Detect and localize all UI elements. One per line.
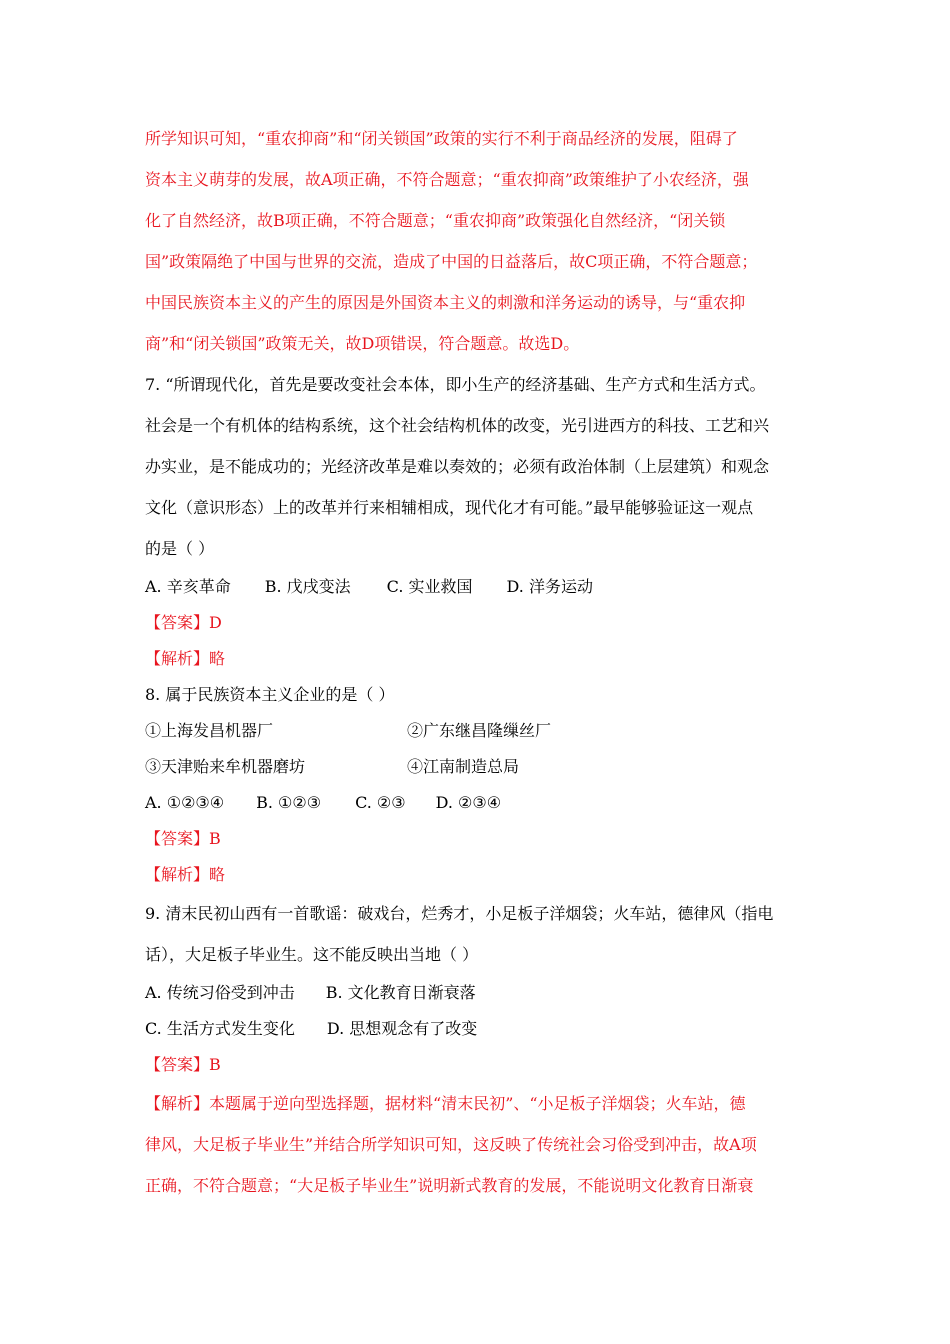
- answer-value: B: [209, 829, 221, 848]
- q7-option-d: D. 洋务运动: [506, 577, 593, 596]
- q9-option-d: D. 思想观念有了改变: [326, 1019, 478, 1038]
- q8-option-d: D. ②③④: [435, 793, 502, 812]
- answer-value: D: [209, 613, 222, 632]
- q7-analysis: [145, 641, 810, 677]
- prev-analysis-line: 化了自然经济，故B项正确，不符合题意；“重农抑商”政策强化自然经济，“闭关锁: [145, 211, 726, 230]
- q7-answer: [145, 605, 810, 641]
- analysis-value: 略: [209, 865, 226, 884]
- q8-option-c: C. ②③: [355, 793, 406, 812]
- prev-analysis-line: 所学知识可知，“重农抑商”和“闭关锁国”政策的实行不利于商品经济的发展，阻碍了: [145, 129, 738, 148]
- q7-option-c: C. 实业救国: [386, 577, 473, 596]
- q7-option-b: B. 戊戌变法: [264, 577, 351, 596]
- q7-stem-line: 社会是一个有机体的结构系统，这个社会结构机体的改变，光引进西方的科技、工艺和兴: [145, 416, 770, 435]
- question-7: [145, 364, 810, 677]
- q8-item-1: ①上海发昌机器厂: [145, 721, 274, 740]
- analysis-value: 略: [209, 649, 226, 668]
- analysis-label: 【解析】: [145, 1094, 210, 1113]
- q8-items-row: [145, 713, 810, 749]
- question-8: [145, 677, 810, 893]
- q8-option-a: A. ①②③④: [145, 793, 225, 812]
- answer-label: 【答案】: [145, 613, 210, 632]
- q8-item-3: ③天津贻来牟机器磨坊: [145, 757, 306, 776]
- analysis-label: 【解析】: [145, 649, 210, 668]
- q8-answer: [145, 821, 810, 857]
- q8-stem: 8. 属于民族资本主义企业的是（ ）: [145, 685, 395, 704]
- q9-options-row: [145, 1011, 810, 1047]
- q7-stem-line: 7. “所谓现代化，首先是要改变社会本体，即小生产的经济基础、生产方式和生活方式。: [145, 375, 766, 394]
- answer-value: B: [209, 1055, 221, 1074]
- q9-answer: [145, 1047, 810, 1083]
- q8-option-b: B. ①②③: [256, 793, 322, 812]
- question-9: [145, 893, 810, 1206]
- analysis-label: 【解析】: [145, 865, 210, 884]
- q7-stem-line: 文化（意识形态）上的改革并行来相辅相成，现代化才有可能。”最早能够验证这一观点: [145, 498, 754, 517]
- q8-analysis: [145, 857, 810, 893]
- q7-option-a: A. 辛亥革命: [145, 577, 231, 596]
- q9-options-row: [145, 975, 810, 1011]
- q7-stem-line: 办实业，是不能成功的；光经济改革是难以奏效的；必须有政治体制（上层建筑）和观念: [145, 457, 770, 476]
- prev-analysis-line: 商”和“闭关锁国”政策无关，故D项错误，符合题意。故选D。: [145, 334, 580, 353]
- q9-analysis-line: 正确，不符合题意；“大足板子毕业生”说明新式教育的发展，不能说明文化教育日渐衰: [145, 1176, 754, 1195]
- q8-items-row: [145, 749, 810, 785]
- q7-options: [145, 569, 810, 605]
- q9-analysis-line: [145, 1083, 810, 1124]
- prev-analysis-line: 中国民族资本主义的产生的原因是外国资本主义的刺激和洋务运动的诱导，与“重农抑: [145, 293, 746, 312]
- q9-stem-line: 9. 清末民初山西有一首歌谣：破戏台，烂秀才，小足板子洋烟袋；火车站，德律风（指电: [145, 904, 774, 923]
- q9-stem-line: 话），大足板子毕业生。这不能反映出当地（ ）: [145, 945, 479, 964]
- q8-options: [145, 785, 810, 821]
- q9-option-c: C. 生活方式发生变化: [145, 1019, 295, 1038]
- q7-stem-line: 的是（ ）: [145, 539, 215, 558]
- q9-option-a: A. 传统习俗受到冲击: [145, 983, 295, 1002]
- prev-analysis: [145, 118, 810, 364]
- answer-label: 【答案】: [145, 1055, 210, 1074]
- q9-analysis-line: 律风，大足板子毕业生”并结合所学知识可知，这反映了传统社会习俗受到冲击，故A项: [145, 1135, 757, 1154]
- answer-label: 【答案】: [145, 829, 210, 848]
- q9-option-b: B. 文化教育日渐衰落: [325, 983, 476, 1002]
- prev-analysis-line: 国”政策隔绝了中国与世界的交流，造成了中国的日益落后，故C项正确，不符合题意；: [145, 252, 758, 271]
- analysis-value: 本题属于逆向型选择题，据材料“清末民初”、“小足板子洋烟袋；火车站，德: [209, 1094, 746, 1113]
- q8-item-2: ②广东继昌隆缫丝厂: [407, 721, 552, 740]
- q9-analysis: [145, 1083, 810, 1206]
- document-page: [145, 118, 810, 1206]
- prev-analysis-line: 资本主义萌芽的发展，故A项正确，不符合题意；“重农抑商”政策维护了小农经济，强: [145, 170, 749, 189]
- q8-item-4: ④江南制造总局: [407, 757, 520, 776]
